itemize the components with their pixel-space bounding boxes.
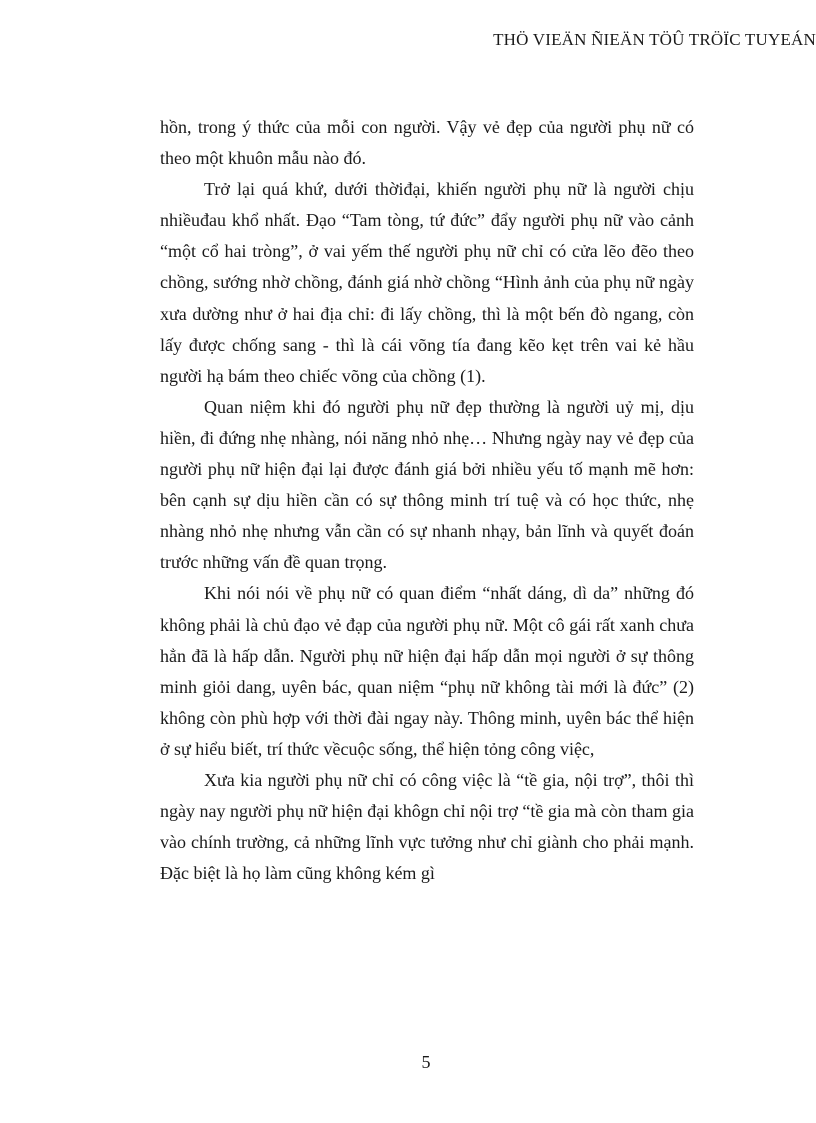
running-header: THÖ VIEÄN ÑIEÄN TÖÛ TRÖÏC TUYEÁN [493, 30, 816, 49]
page-number: 5 [421, 1052, 431, 1072]
paragraph-2: Trở lại quá khứ, dưới thờiđại, khiến người phụ nữ là người chịu nhiềuđau khổ nhất. Đạo “Tam tòng, tứ đức” đẩy người phụ nữ vào cảnh “một cổ hai tròng”, ở vai yếm thế người phụ nữ chỉ có cửa lẽo đẽo theo chồng, sướng nhờ chồng, đánh giá nhờ chồng “Hình ảnh của phụ nữ ngày xưa dường như ở hai địa chỉ: đi lấy chồng, thì là một bến đò ngang, còn lấy được chống sang - thì là cái võng tía đang kẽo kẹt trên vai kẻ hầu người hạ bám theo chiếc võng của chồng (1). [160, 179, 694, 386]
paragraph-4: Khi nói nói về phụ nữ có quan điểm “nhất dáng, dì da” những đó không phải là chủ đạo vẻ đạp của người phụ nữ. Một cô gái rất xanh chưa hẳn đã là hấp dẫn. Người phụ nữ hiện đại hấp dẫn mọi người ở sự thông minh giỏi dang, uyên bác, quan niệm “phụ nữ không tài mới là đức” (2) không còn phù hợp với thời đài ngay này. Thông minh, uyên bác thể hiện ở sự hiểu biết, trí thức vềcuộc sống, thể hiện tỏng công việc, [160, 583, 694, 759]
paragraph-5: Xưa kia người phụ nữ chỉ có công việc là “tề gia, nội trợ”, thôi thì ngày nay người phụ nữ hiện đại khôgn chỉ nội trợ “tề gia mà còn tham gia vào chính trường, cả những lĩnh vực tưởng như chỉ giành cho phải mạnh. Đặc biệt là họ làm cũng không kém gì [160, 769, 694, 884]
paragraph-3: Quan niệm khi đó người phụ nữ đẹp thường là người uỷ mị, dịu hiền, đi đứng nhẹ nhàng, nói năng nhỏ nhẹ… Nhưng ngày nay vẻ đẹp của người phụ nữ hiện đại lại được đánh giá bởi nhiều yếu tố mạnh mẽ hơn: bên cạnh sự dịu hiền cần có sự thông minh trí tuệ và có học thức, nhẹ nhàng nhỏ nhẹ nhưng vẫn cần có sự nhanh nhạy, bản lĩnh và quyết đoán trước những vấn đề quan trọng. [160, 396, 694, 573]
paragraph-1: hồn, trong ý thức của mỗi con người. Vậy vẻ đẹp của người phụ nữ có theo một khuôn mẫu nào đó. [160, 117, 694, 169]
page-body [160, 112, 694, 889]
